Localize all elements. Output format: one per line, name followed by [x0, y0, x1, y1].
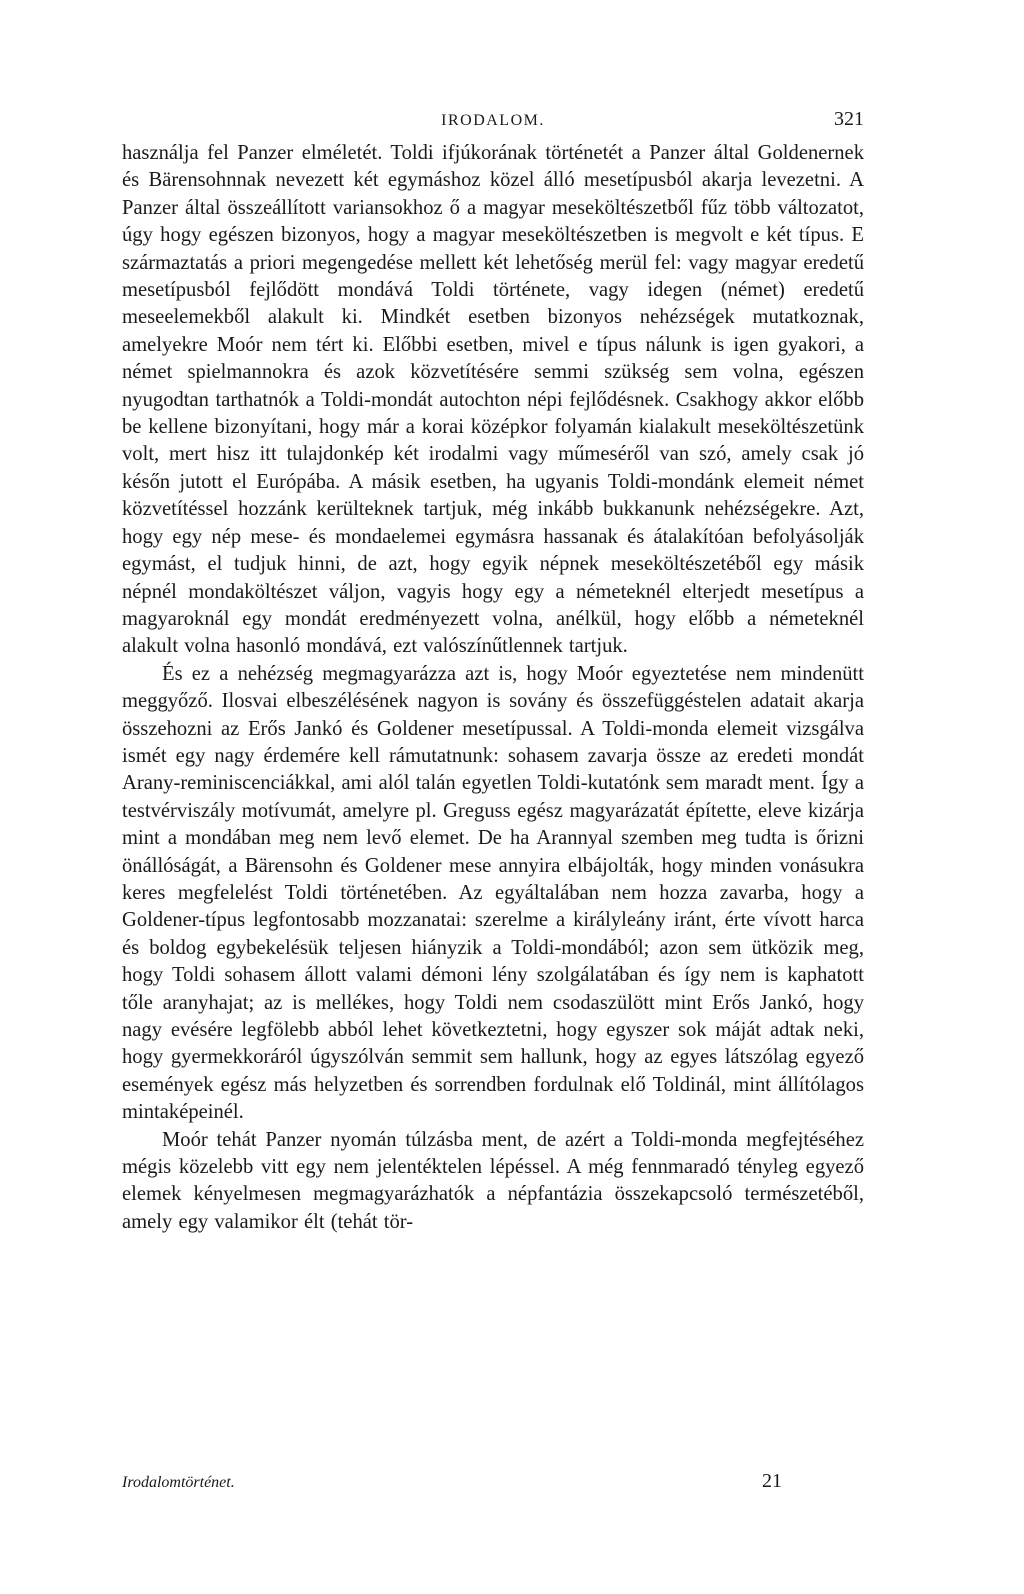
page-footer [122, 1470, 782, 1500]
page-number: 321 [834, 108, 864, 130]
running-head [122, 100, 864, 140]
page-content [122, 100, 864, 1236]
footer-title: Irodalomtörténet. [122, 1474, 235, 1491]
body-text [122, 140, 864, 1236]
running-title: IRODALOM. [441, 112, 545, 129]
paragraph-2: És ez a nehézség megmagyarázza azt is, hogy Moór egyeztetése nem mindenütt meggyőző. Ilosvai elbeszélésének nagyon is sovány és összefüggéstelen adatait akarja összehozni az Erős Jankó és Goldener mesetípussal. A Toldi-monda elemeit vizsgálva ismét egy nagy érdemére kell rámutatnunk: sohasem zavarja össze az eredeti mondát Arany-reminiscenciákkal, ami alól talán egyetlen Toldi-kutatónk sem maradt ment. Így a testvérviszály motívumát, amelyre pl. Greguss egész magyarázatát építette, eleve kizárja mint a mondában meg nem levő elemet. De ha Arannyal szemben meg tudta is őrizni önállóságát, a Bärensohn és Goldener mese annyira elbájolták, hogy minden vonásukra keres megfelelést Toldi történetében. Az egyáltalában nem hozza zavarba, hogy a Goldener-típus legfontosabb mozzanatai: szerelme a királyleány iránt, érte vívott harca és boldog egybekelésük teljesen hiányzik a Toldi-mondából; azon sem ütközik meg, hogy Toldi sohasem állott valami démoni lény szolgálatában és így nem is kaphatott tőle aranyhajat; az is mellékes, hogy Toldi nem csodaszülött mint Erős Jankó, hogy nagy evésére legfölebb abból lehet következtetni, hogy egyszer sok máját adtak neki, hogy gyermekkoráról úgyszólván semmit sem hallunk, hogy az egyes látszólag egyező események egész más helyzetben és sorrendben fordulnak elő Toldinál, mint állítólagos mintaképeinél. [122, 662, 864, 1124]
printer-signature-mark: 21 [762, 1470, 782, 1492]
paragraph-3: Moór tehát Panzer nyomán túlzásba ment, de azért a Toldi-monda megfejtéséhez mégis közelebb vitt egy nem jelentéktelen lépéssel. A még fennmaradó tényleg egyező elemek kényelmesen megmagyarázhatók a népfantázia összekapcsoló természetéből, amely egy valamikor élt (tehát tör- [122, 1128, 864, 1233]
paragraph-1: használja fel Panzer elméletét. Toldi ifjúkorának történetét a Panzer által Goldenernek és Bärensohnnak nevezett két egymáshoz közel álló mesetípusból akarja levezetni. A Panzer által összeállított variansokhoz ő a magyar meseköltészetből fűz több változatot, úgy hogy egészen bizonyos, hogy a magyar meseköltészetben is megvolt e két típus. E származtatás a priori megengedése mellett két lehetőség merül fel: vagy magyar eredetű mesetípusból fejlődött mondává Toldi története, vagy idegen (német) eredetű meseelemekből alakult ki. Mindkét esetben bizonyos nehézségek mutatkoznak, amelyekre Moór nem tért ki. Előbbi esetben, mivel e típus nálunk is igen gyakori, a német spielmannokra és azok közvetítésére semmi szükség sem volna, egészen nyugodtan tarthatnók a Toldi-mondát autochton népi fejlődésnek. Csakhogy akkor előbb be kellene bizonyítani, hogy már a korai középkor folyamán kialakult meseköltészetünk volt, mert hisz itt tulajdonkép két irodalmi vagy műmeséről van szó, amely csak jó későn jutott el Európába. A másik esetben, ha ugyanis Toldi-mondánk elemeit német közvetítéssel hozzánk kerülteknek tartjuk, még inkább bukkanunk nehézségekre. Azt, hogy egy nép mese- és mondaelemei egymásra hassanak és átalakítóan befolyásolják egymást, el tudjuk hinni, de azt, hogy egyik népnek meseköltészetéből egy másik népnél mondaköltészet váljon, vagyis hogy egy a németeknél elterjedt mesetípus a magyaroknál egy mondát eredményezett volna, anélkül, hogy előbb a németeknél alakult volna hasonló mondává, ezt valószínűtlennek tartjuk. [122, 142, 864, 658]
